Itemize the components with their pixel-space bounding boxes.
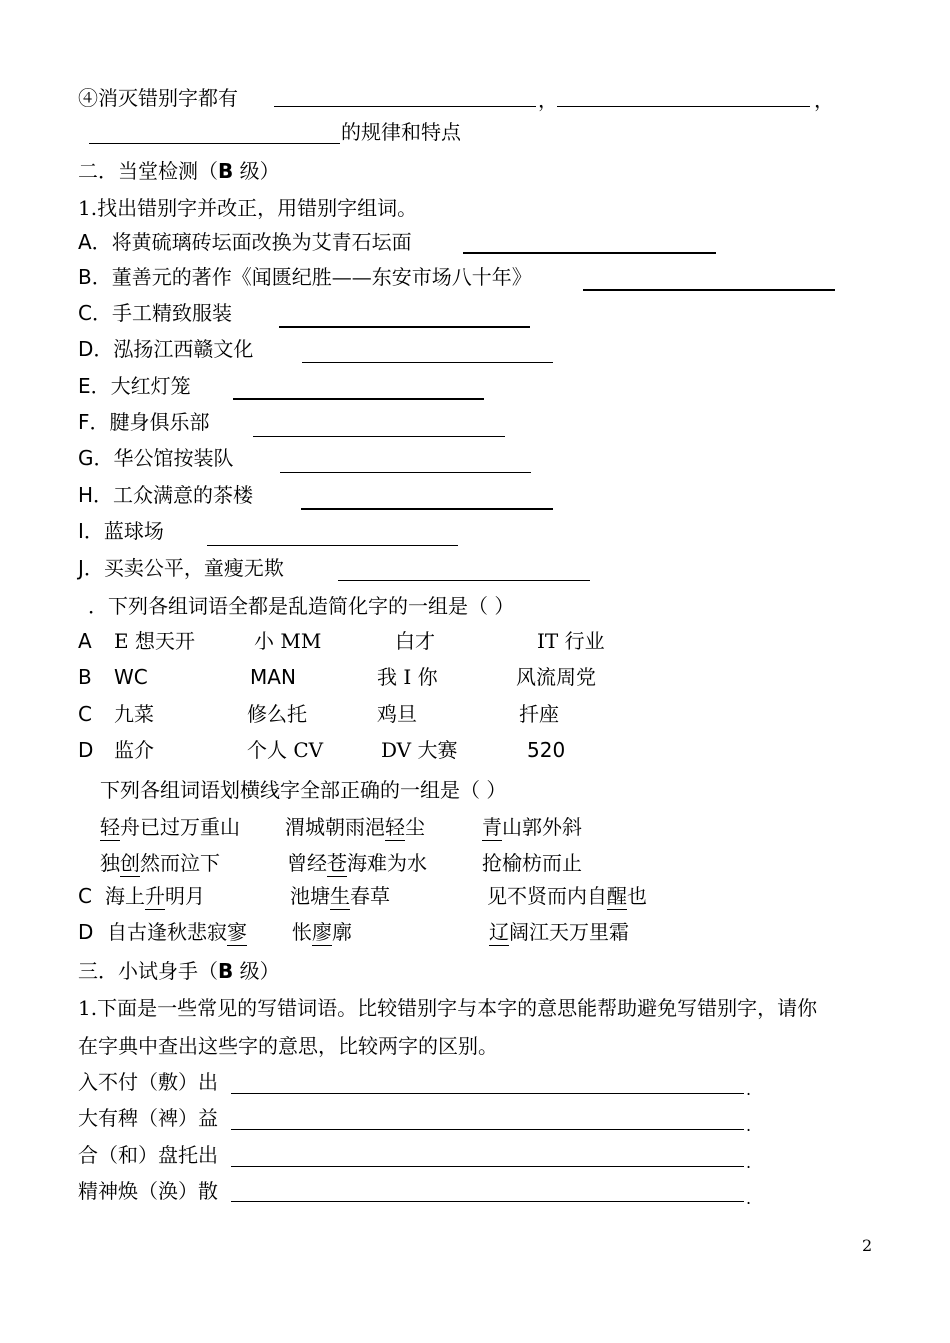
q2-option-c-c1: 九菜 <box>114 702 154 726</box>
item-h: H．工众满意的茶楼 <box>78 483 254 507</box>
q2-option-a-c3: 白才 <box>395 629 435 653</box>
item-j: J．买卖公平，童瘦无欺 <box>78 556 284 580</box>
item-b-blank[interactable] <box>583 289 835 291</box>
item-4-blank-3[interactable] <box>89 143 340 144</box>
compare-row-1-end: . <box>746 1080 752 1099</box>
q2-option-d-c1: 监介 <box>114 738 154 762</box>
compare-row-2-end: . <box>746 1116 752 1135</box>
compare-row-1: 入不付（敷）出 <box>78 1070 218 1094</box>
q2-option-b-c2: MAN <box>250 665 296 689</box>
q2-option-c-c4: 扦座 <box>519 702 559 726</box>
item-g-blank[interactable] <box>280 472 531 473</box>
q3-row4-c3: 辽阔江天万里霜 <box>489 920 629 944</box>
compare-row-4-end: . <box>746 1189 752 1208</box>
q2-option-c-label: C <box>78 702 92 726</box>
q2-option-b-c1: WC <box>114 665 148 689</box>
q3-row3-c2: 池塘生春草 <box>290 884 390 908</box>
q3-row1-c3: 青山郭外斜 <box>482 815 582 839</box>
q3-row4-c2: 怅廖廓 <box>292 920 352 944</box>
compare-row-3-end: . <box>746 1153 752 1172</box>
item-4-tail-text: 的规律和特点 <box>341 120 461 144</box>
q2-option-b-label: B <box>78 665 92 689</box>
item-f: F．腱身俱乐部 <box>78 410 210 434</box>
section-2-q1: 1.找出错别字并改正，用错别字组词。 <box>78 196 418 220</box>
compare-row-2: 大有稗（裨）益 <box>78 1106 218 1130</box>
compare-row-2-blank[interactable] <box>231 1129 744 1130</box>
section-3-q1-line2: 在字典中查出这些字的意思，比较两字的区别。 <box>78 1034 498 1058</box>
item-d: D．泓扬江西赣文化 <box>78 337 254 361</box>
q2-option-a-c4: IT 行业 <box>537 629 605 653</box>
page-number: 2 <box>862 1236 873 1255</box>
compare-row-4: 精神焕（涣）散 <box>78 1179 218 1203</box>
q3-row3-c3: 见不贤而内自醒也 <box>487 884 647 908</box>
q2-option-c-c3: 鸡旦 <box>377 702 417 726</box>
item-g: G．华公馆按装队 <box>78 446 234 470</box>
item-i: I．蓝球场 <box>78 519 164 543</box>
q3-row2-c2: 曾经苍海难为水 <box>287 851 427 875</box>
q2-option-c-c2: 修么托 <box>247 702 307 726</box>
q3-row2-c3: 抢榆枋而止 <box>482 851 582 875</box>
item-a: A．将黄硫璃砖坛面改换为艾青石坛面 <box>78 230 412 254</box>
section-3-heading: 三．小试身手（B 级） <box>78 959 280 983</box>
question-3: 下列各组词语划横线字全部正确的一组是（ ） <box>100 778 507 802</box>
item-d-blank[interactable] <box>302 362 553 363</box>
q3-row3-label: C <box>78 884 92 908</box>
q2-option-b-c3: 我 I 你 <box>377 665 438 689</box>
item-e-blank[interactable] <box>233 398 484 400</box>
q2-option-a-c1: E 想天开 <box>114 629 195 653</box>
item-j-blank[interactable] <box>338 580 590 581</box>
q3-row4-c1: 自古逢秋悲寂寥 <box>107 920 247 944</box>
q2-option-d-c3: DV 大赛 <box>381 738 458 762</box>
q2-option-b-c4: 风流周党 <box>516 665 596 689</box>
q3-row1-c2: 渭城朝雨浥轻尘 <box>285 815 425 839</box>
q2-option-a-c2: 小 MM <box>254 629 322 653</box>
item-b: B．董善元的著作《闻匮纪胜——东安市场八十年》 <box>78 265 532 289</box>
item-f-blank[interactable] <box>253 436 505 437</box>
compare-row-3-blank[interactable] <box>231 1166 744 1167</box>
q3-row3-c1: 海上升明月 <box>105 884 205 908</box>
item-4-text: ④消灭错别字都有 <box>78 86 238 110</box>
item-i-blank[interactable] <box>207 545 458 546</box>
q2-option-a-label: A <box>78 629 92 653</box>
section-3-q1-line1: 1.下面是一些常见的写错词语。比较错别字与本字的意思能帮助避免写错别字，请你 <box>78 996 818 1020</box>
compare-row-3: 合（和）盘托出 <box>78 1143 218 1167</box>
q3-row2-c1: 独创然而泣下 <box>100 851 220 875</box>
section-2-heading: 二．当堂检测（B 级） <box>78 159 280 183</box>
q2-option-d-c4: 520 <box>527 738 566 762</box>
item-h-blank[interactable] <box>301 508 553 510</box>
q3-row1-c1: 轻舟已过万重山 <box>100 815 240 839</box>
item-4-comma-2: ， <box>814 88 834 112</box>
compare-row-1-blank[interactable] <box>231 1093 744 1094</box>
q2-option-d-c2: 个人 CV <box>247 738 324 762</box>
item-a-blank[interactable] <box>463 252 716 254</box>
item-c-blank[interactable] <box>279 326 530 328</box>
item-4-comma-1: ， <box>538 88 558 112</box>
question-2: ．下列各组词语全都是乱造简化字的一组是（ ） <box>88 594 515 618</box>
item-c: C．手工精致服装 <box>78 301 232 325</box>
item-4-blank-2[interactable] <box>557 106 810 107</box>
compare-row-4-blank[interactable] <box>231 1201 744 1202</box>
item-4-blank-1[interactable] <box>274 106 536 107</box>
q3-row4-label: D <box>78 920 94 944</box>
item-4-line <box>78 86 238 112</box>
q2-option-d-label: D <box>78 738 94 762</box>
item-e: E．大红灯笼 <box>78 374 191 398</box>
